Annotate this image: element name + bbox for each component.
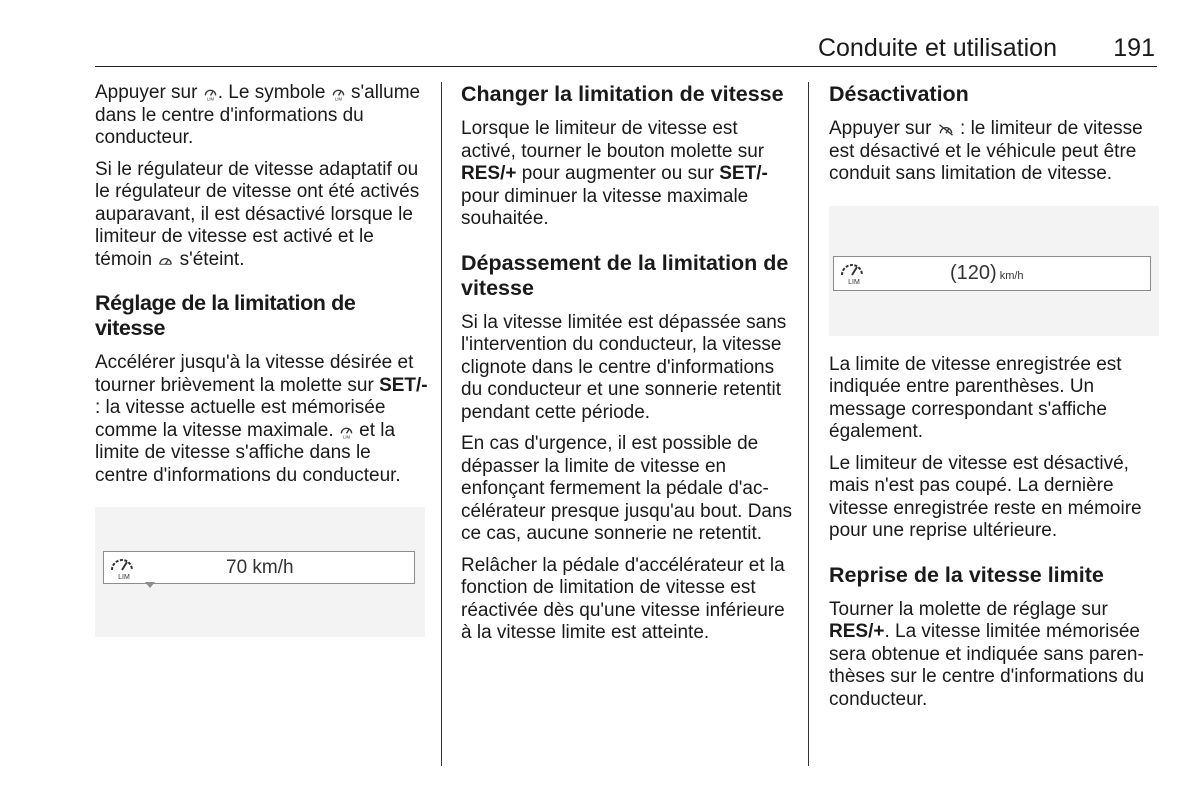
svg-text:LIM: LIM <box>334 96 342 101</box>
speed-display-figure <box>829 206 1159 336</box>
speed-limiter-icon <box>203 86 218 101</box>
paragraph: Tourner la molette de réglage sur RES/+. La vitesse limitée mémorisée sera obtenue et indiquée sans parenthèses sur le centre d'informations du conducteur. <box>829 598 1145 710</box>
speed-limiter-icon <box>108 553 138 580</box>
display-pointer <box>145 582 155 588</box>
speed-value: (120) km/h <box>950 261 1024 284</box>
paragraph: Si le régulateur de vitesse adaptatif ou le régulateur de vitesse ont été activés auparavant, il est désactivé lorsque le limiteur de vitesse est activé et le témoin s'éteint. <box>95 158 420 270</box>
paragraph: Le limiteur de vitesse est désactivé, mais n'est pas coupé. La dernière vitesse enregistrée reste en mémoire pour une reprise ultérieure. <box>829 452 1142 541</box>
paragraph: Appuyer sur : le limiteur de vitesse est désactivé et le véhicule peut être conduit sans limitation de vitesse. <box>829 118 1143 184</box>
page-header <box>95 32 1157 67</box>
lim-label: LIM <box>848 278 860 286</box>
speed-display <box>833 256 1151 291</box>
column-3 <box>829 82 1159 720</box>
column-1 <box>95 82 428 637</box>
paragraph: Si la vitesse limitée est dépassée sans l'intervention du conducteur, la vitesse clignote dans le centre d'informations du conducteur et une sonnerie retentit pendant cette période. <box>461 311 787 423</box>
svg-text:LIM: LIM <box>206 96 214 101</box>
speed-unit: km/h <box>999 269 1024 282</box>
cruise-control-icon <box>157 253 174 268</box>
column-2 <box>461 82 796 654</box>
speed-value: 70 km/h <box>226 557 294 578</box>
paragraph: Accélérer jusqu'à la vitesse désirée et tourner brièvement la molette sur SET/- : la vitesse actuelle est mémorisée comme la vitesse maximale. LIM et la limite de vitesse s'affiche dans le centre d'informations du conducteur. <box>95 352 428 486</box>
svg-text:LIM: LIM <box>342 434 350 439</box>
paragraph: Relâcher la pédale d'accélérateur et la fonction de limitation de vitesse est réactivée dès qu'une vitesse inférieure à la vitesse limite est atteinte. <box>461 554 785 643</box>
heading-desactivation: Désactivation <box>829 82 969 106</box>
speed-display-figure <box>95 507 425 637</box>
heading-reprise: Reprise de la vitesse limite <box>829 562 1104 587</box>
paragraph: En cas d'urgence, il est possible de dépasser la limite de vitesse en enfonçant fermement la pédale d'accélérateur presque jusqu'au bout. Dans ce cas, aucune sonnerie ne retentit. <box>461 433 793 544</box>
paragraph: Appuyer sur LIM . Le symbole LIM s'allume dans le centre d'informations du conducteur. <box>95 82 421 148</box>
heading-changer: Changer la limitation de vitesse <box>461 82 784 106</box>
page-number: 191 <box>1113 34 1155 62</box>
speed-limiter-icon <box>331 86 346 101</box>
column-divider-1 <box>441 82 442 766</box>
section-title: Conduite et utilisation <box>817 34 1057 62</box>
speed-limiter-icon <box>339 424 354 439</box>
paragraph: La limite de vitesse enregistrée est indiquée entre parenthèses. Un message correspondant s'affiche également. <box>829 353 1122 442</box>
heading-reglage: Réglage de la limitation de vitesse <box>95 291 356 340</box>
speed-limiter-off-icon <box>937 122 955 137</box>
heading-depassement: Dépassement de la limitation de vitesse <box>461 250 789 300</box>
speed-display <box>103 551 415 584</box>
lim-label: LIM <box>118 574 130 580</box>
paragraph: Lorsque le limiteur de vitesse est activé, tourner le bouton molette sur RES/+ pour augmenter ou sur SET/- pour diminuer la vitesse maximale souhaitée. <box>461 118 768 229</box>
speed-limiter-icon <box>838 258 868 286</box>
column-divider-2 <box>808 82 809 766</box>
